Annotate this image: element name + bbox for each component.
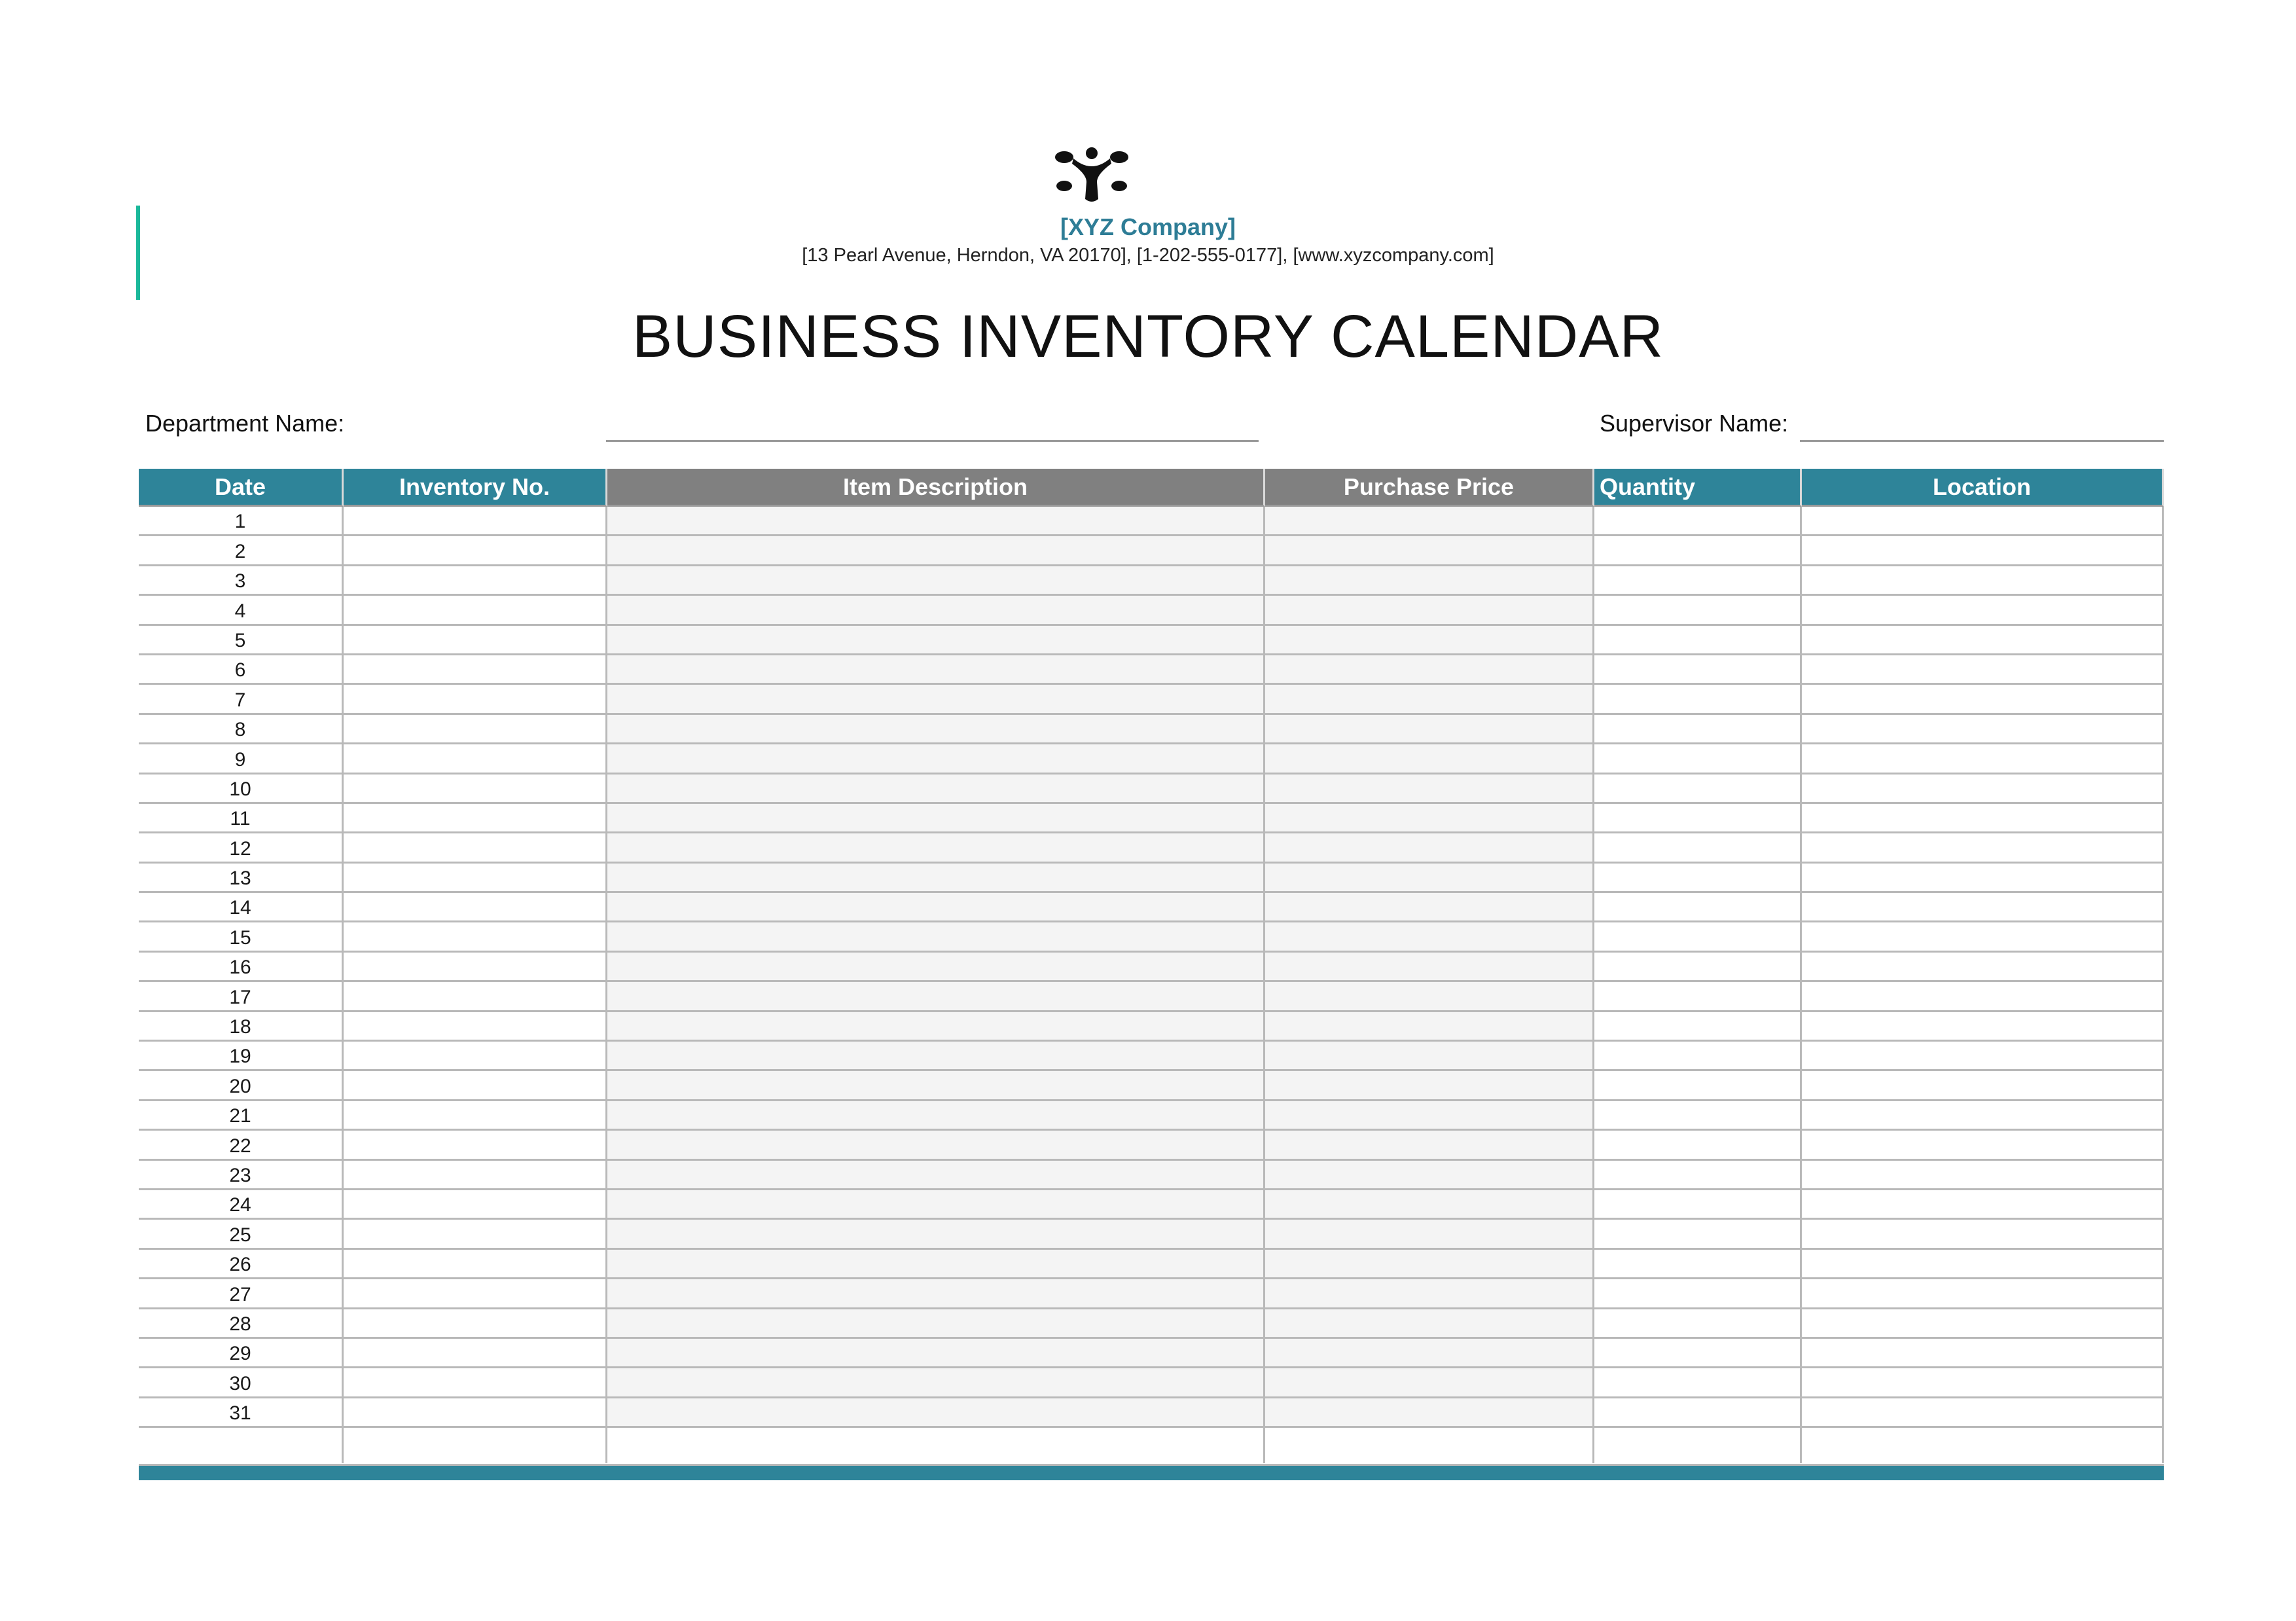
purchase-price-cell[interactable]: [1265, 953, 1594, 982]
company-name: [XYZ Company]: [1060, 213, 1236, 240]
purchase-price-cell[interactable]: [1265, 893, 1594, 922]
item-description-cell[interactable]: [607, 1250, 1265, 1279]
item-description-cell[interactable]: [607, 982, 1265, 1011]
purchase-price-cell[interactable]: [1265, 1309, 1594, 1339]
quantity-cell[interactable]: [1594, 744, 1802, 774]
date-cell: 5: [139, 626, 344, 655]
purchase-price-cell[interactable]: [1265, 833, 1594, 863]
quantity-cell[interactable]: [1594, 1071, 1802, 1101]
quantity-cell[interactable]: [1594, 1309, 1802, 1339]
date-cell: 13: [139, 864, 344, 893]
location-cell[interactable]: [1802, 1398, 2164, 1428]
inventory-no-cell[interactable]: [344, 744, 607, 774]
purchase-price-cell[interactable]: [1265, 1042, 1594, 1071]
inventory-no-cell[interactable]: [344, 774, 607, 804]
table-row: [139, 1071, 2164, 1101]
item-description-cell[interactable]: [607, 1190, 1265, 1220]
quantity-cell[interactable]: [1594, 715, 1802, 744]
item-description-cell[interactable]: [607, 833, 1265, 863]
inventory-no-cell[interactable]: [344, 655, 607, 685]
quantity-cell[interactable]: [1594, 1398, 1802, 1428]
item-description-cell[interactable]: [607, 596, 1265, 625]
quantity-cell[interactable]: [1594, 1250, 1802, 1279]
table-row: [139, 1012, 2164, 1042]
column-header-location: Location: [1802, 469, 2164, 507]
date-cell: 29: [139, 1339, 344, 1368]
inventory-no-cell[interactable]: [344, 893, 607, 922]
column-header-item-description: Item Description: [607, 469, 1265, 507]
quantity-cell[interactable]: [1594, 893, 1802, 922]
item-description-cell[interactable]: [607, 566, 1265, 596]
location-cell[interactable]: [1802, 1190, 2164, 1220]
location-cell[interactable]: [1802, 655, 2164, 685]
purchase-price-cell[interactable]: [1265, 1190, 1594, 1220]
item-description-cell[interactable]: [607, 536, 1265, 566]
quantity-cell[interactable]: [1594, 1339, 1802, 1368]
table-row: [139, 507, 2164, 536]
location-cell[interactable]: [1802, 715, 2164, 744]
table-row: [139, 1131, 2164, 1160]
item-description-cell[interactable]: [607, 1012, 1265, 1042]
item-description-cell[interactable]: [607, 1398, 1265, 1428]
purchase-price-cell[interactable]: [1265, 1250, 1594, 1279]
item-description-cell[interactable]: [607, 1309, 1265, 1339]
location-cell[interactable]: [1802, 1042, 2164, 1071]
inventory-no-cell[interactable]: [344, 953, 607, 982]
column-header-purchase-price: Purchase Price: [1265, 469, 1594, 507]
quantity-cell[interactable]: [1594, 1161, 1802, 1190]
item-description-cell[interactable]: [607, 1220, 1265, 1249]
item-description-cell[interactable]: [607, 1042, 1265, 1071]
quantity-cell[interactable]: [1594, 626, 1802, 655]
table-row: [139, 655, 2164, 685]
item-description-cell[interactable]: [607, 1368, 1265, 1398]
date-cell: 23: [139, 1161, 344, 1190]
date-cell: 8: [139, 715, 344, 744]
quantity-cell[interactable]: [1594, 922, 1802, 952]
table-row: [139, 833, 2164, 863]
date-cell: 22: [139, 1131, 344, 1160]
date-cell: 16: [139, 953, 344, 982]
quantity-cell[interactable]: [1594, 774, 1802, 804]
quantity-cell[interactable]: [1594, 566, 1802, 596]
location-cell[interactable]: [1802, 566, 2164, 596]
inventory-no-cell[interactable]: [344, 1339, 607, 1368]
department-name-label: Department Name:: [145, 410, 345, 437]
table-row: [139, 982, 2164, 1011]
inventory-no-cell[interactable]: [344, 1071, 607, 1101]
document-title: BUSINESS INVENTORY CALENDAR: [632, 303, 1664, 370]
purchase-price-cell[interactable]: [1265, 1012, 1594, 1042]
item-description-cell[interactable]: [607, 893, 1265, 922]
location-cell[interactable]: [1802, 1368, 2164, 1398]
table-row: [139, 922, 2164, 952]
quantity-cell[interactable]: [1594, 596, 1802, 625]
location-cell[interactable]: [1802, 1250, 2164, 1279]
purchase-price-cell[interactable]: [1265, 1101, 1594, 1131]
location-cell[interactable]: [1802, 833, 2164, 863]
purchase-price-cell[interactable]: [1265, 1339, 1594, 1368]
item-description-cell[interactable]: [607, 864, 1265, 893]
table-row: [139, 1161, 2164, 1190]
quantity-cell[interactable]: [1594, 1279, 1802, 1309]
inventory-no-cell[interactable]: [344, 1220, 607, 1249]
table-row: [139, 685, 2164, 714]
inventory-no-cell[interactable]: [344, 922, 607, 952]
date-cell: 10: [139, 774, 344, 804]
location-cell[interactable]: [1802, 1071, 2164, 1101]
table-row: [139, 1042, 2164, 1071]
quantity-cell[interactable]: [1594, 507, 1802, 536]
table-header-row: [139, 469, 2164, 507]
item-description-cell[interactable]: [607, 804, 1265, 833]
quantity-cell[interactable]: [1594, 536, 1802, 566]
purchase-price-cell[interactable]: [1265, 1428, 1594, 1463]
purchase-price-cell[interactable]: [1265, 1368, 1594, 1398]
item-description-cell[interactable]: [607, 744, 1265, 774]
item-description-cell[interactable]: [607, 1161, 1265, 1190]
table-row: [139, 864, 2164, 893]
inventory-table: [139, 469, 2164, 1463]
inventory-no-cell[interactable]: [344, 1131, 607, 1160]
location-cell[interactable]: [1802, 774, 2164, 804]
table-row: [139, 566, 2164, 596]
item-description-cell[interactable]: [607, 507, 1265, 536]
date-cell: 3: [139, 566, 344, 596]
table-row: [139, 893, 2164, 922]
quantity-cell[interactable]: [1594, 1368, 1802, 1398]
supervisor-name-field[interactable]: [1800, 440, 2164, 442]
location-cell[interactable]: [1802, 1220, 2164, 1249]
inventory-no-cell[interactable]: [344, 1279, 607, 1309]
item-description-cell[interactable]: [607, 1428, 1265, 1463]
location-cell[interactable]: [1802, 953, 2164, 982]
inventory-no-cell[interactable]: [344, 1309, 607, 1339]
location-cell[interactable]: [1802, 1309, 2164, 1339]
quantity-cell[interactable]: [1594, 655, 1802, 685]
location-cell[interactable]: [1802, 1279, 2164, 1309]
date-cell: 12: [139, 833, 344, 863]
quantity-cell[interactable]: [1594, 1101, 1802, 1131]
inventory-no-cell[interactable]: [344, 536, 607, 566]
supervisor-name-label: Supervisor Name:: [1600, 410, 1789, 437]
quantity-cell[interactable]: [1594, 1012, 1802, 1042]
table-body: [139, 507, 2164, 1428]
inventory-no-cell[interactable]: [344, 1012, 607, 1042]
location-cell[interactable]: [1802, 744, 2164, 774]
quantity-cell[interactable]: [1594, 685, 1802, 714]
date-cell: 28: [139, 1309, 344, 1339]
item-description-cell[interactable]: [607, 1279, 1265, 1309]
date-cell: 9: [139, 744, 344, 774]
purchase-price-cell[interactable]: [1265, 1220, 1594, 1249]
purchase-price-cell[interactable]: [1265, 1398, 1594, 1428]
location-cell[interactable]: [1802, 507, 2164, 536]
purchase-price-cell[interactable]: [1265, 1161, 1594, 1190]
inventory-no-cell[interactable]: [344, 685, 607, 714]
inventory-no-cell[interactable]: [344, 864, 607, 893]
inventory-no-cell[interactable]: [344, 715, 607, 744]
location-cell[interactable]: [1802, 626, 2164, 655]
date-cell: 30: [139, 1368, 344, 1398]
date-cell: 17: [139, 982, 344, 1011]
inventory-no-cell[interactable]: [344, 982, 607, 1011]
table-row: [139, 1101, 2164, 1131]
footer-bar: [139, 1464, 2164, 1480]
purchase-price-cell[interactable]: [1265, 774, 1594, 804]
inventory-no-cell[interactable]: [344, 1398, 607, 1428]
item-description-cell[interactable]: [607, 685, 1265, 714]
date-cell: 21: [139, 1101, 344, 1131]
table-row: [139, 1339, 2164, 1368]
table-row: [139, 626, 2164, 655]
location-cell[interactable]: [1802, 1101, 2164, 1131]
date-cell: 11: [139, 804, 344, 833]
purchase-price-cell[interactable]: [1265, 744, 1594, 774]
inventory-no-cell[interactable]: [344, 566, 607, 596]
inventory-no-cell[interactable]: [344, 507, 607, 536]
purchase-price-cell[interactable]: [1265, 1279, 1594, 1309]
item-description-cell[interactable]: [607, 922, 1265, 952]
location-cell[interactable]: [1802, 685, 2164, 714]
purchase-price-cell[interactable]: [1265, 507, 1594, 536]
purchase-price-cell[interactable]: [1265, 715, 1594, 744]
company-address: [13 Pearl Avenue, Herndon, VA 20170], [1-202-555-0177], [www.xyzcompany.com]: [802, 245, 1494, 266]
quantity-cell[interactable]: [1594, 864, 1802, 893]
table-row: [139, 536, 2164, 566]
company-logo-icon: [1051, 145, 1132, 204]
location-cell[interactable]: [1802, 1428, 2164, 1463]
date-cell: 14: [139, 893, 344, 922]
quantity-cell[interactable]: [1594, 1042, 1802, 1071]
quantity-cell[interactable]: [1594, 1220, 1802, 1249]
table-row: [139, 715, 2164, 744]
inventory-no-cell[interactable]: [344, 804, 607, 833]
quantity-cell[interactable]: [1594, 1131, 1802, 1160]
date-cell: 27: [139, 1279, 344, 1309]
purchase-price-cell[interactable]: [1265, 982, 1594, 1011]
date-cell: 19: [139, 1042, 344, 1071]
purchase-price-cell[interactable]: [1265, 655, 1594, 685]
column-header-inventory-no: Inventory No.: [344, 469, 607, 507]
date-cell: 31: [139, 1398, 344, 1428]
quantity-cell[interactable]: [1594, 804, 1802, 833]
table-row: [139, 804, 2164, 833]
table-row: [139, 1220, 2164, 1249]
date-cell: 24: [139, 1190, 344, 1220]
item-description-cell[interactable]: [607, 953, 1265, 982]
inventory-no-cell[interactable]: [344, 833, 607, 863]
inventory-no-cell[interactable]: [344, 1161, 607, 1190]
inventory-no-cell[interactable]: [344, 626, 607, 655]
location-cell[interactable]: [1802, 1339, 2164, 1368]
inventory-no-cell[interactable]: [344, 1428, 607, 1463]
date-cell: 15: [139, 922, 344, 952]
column-header-quantity: Quantity: [1594, 469, 1802, 507]
date-cell: [139, 1428, 344, 1463]
date-cell: 2: [139, 536, 344, 566]
table-row: [139, 596, 2164, 625]
location-cell[interactable]: [1802, 596, 2164, 625]
inventory-no-cell[interactable]: [344, 1042, 607, 1071]
date-cell: 6: [139, 655, 344, 685]
item-description-cell[interactable]: [607, 715, 1265, 744]
table-row: [139, 1250, 2164, 1279]
date-cell: 26: [139, 1250, 344, 1279]
purchase-price-cell[interactable]: [1265, 596, 1594, 625]
table-row-blank: [139, 1428, 2164, 1463]
table-row: [139, 774, 2164, 804]
purchase-price-cell[interactable]: [1265, 1131, 1594, 1160]
quantity-cell[interactable]: [1594, 1428, 1802, 1463]
table-row: [139, 1398, 2164, 1428]
item-description-cell[interactable]: [607, 1101, 1265, 1131]
location-cell[interactable]: [1802, 922, 2164, 952]
inventory-no-cell[interactable]: [344, 1368, 607, 1398]
item-description-cell[interactable]: [607, 774, 1265, 804]
quantity-cell[interactable]: [1594, 833, 1802, 863]
location-cell[interactable]: [1802, 864, 2164, 893]
table-row: [139, 1368, 2164, 1398]
location-cell[interactable]: [1802, 1012, 2164, 1042]
quantity-cell[interactable]: [1594, 1190, 1802, 1220]
location-cell[interactable]: [1802, 1131, 2164, 1160]
item-description-cell[interactable]: [607, 655, 1265, 685]
purchase-price-cell[interactable]: [1265, 685, 1594, 714]
purchase-price-cell[interactable]: [1265, 1071, 1594, 1101]
inventory-no-cell[interactable]: [344, 1190, 607, 1220]
date-cell: 20: [139, 1071, 344, 1101]
inventory-no-cell[interactable]: [344, 1250, 607, 1279]
purchase-price-cell[interactable]: [1265, 922, 1594, 952]
item-description-cell[interactable]: [607, 1131, 1265, 1160]
date-cell: 25: [139, 1220, 344, 1249]
location-cell[interactable]: [1802, 893, 2164, 922]
item-description-cell[interactable]: [607, 1071, 1265, 1101]
table-row: [139, 1190, 2164, 1220]
table-row: [139, 953, 2164, 982]
column-header-date: Date: [139, 469, 344, 507]
location-cell[interactable]: [1802, 804, 2164, 833]
date-cell: 1: [139, 507, 344, 536]
inventory-no-cell[interactable]: [344, 1101, 607, 1131]
location-cell[interactable]: [1802, 536, 2164, 566]
item-description-cell[interactable]: [607, 626, 1265, 655]
item-description-cell[interactable]: [607, 1339, 1265, 1368]
purchase-price-cell[interactable]: [1265, 626, 1594, 655]
purchase-price-cell[interactable]: [1265, 804, 1594, 833]
purchase-price-cell[interactable]: [1265, 536, 1594, 566]
table-row: [139, 744, 2164, 774]
location-cell[interactable]: [1802, 982, 2164, 1011]
purchase-price-cell[interactable]: [1265, 566, 1594, 596]
location-cell[interactable]: [1802, 1161, 2164, 1190]
date-cell: 7: [139, 685, 344, 714]
table-row: [139, 1279, 2164, 1309]
purchase-price-cell[interactable]: [1265, 864, 1594, 893]
quantity-cell[interactable]: [1594, 953, 1802, 982]
table-row: [139, 1309, 2164, 1339]
department-name-field[interactable]: [606, 440, 1259, 442]
inventory-no-cell[interactable]: [344, 596, 607, 625]
quantity-cell[interactable]: [1594, 982, 1802, 1011]
date-cell: 4: [139, 596, 344, 625]
date-cell: 18: [139, 1012, 344, 1042]
